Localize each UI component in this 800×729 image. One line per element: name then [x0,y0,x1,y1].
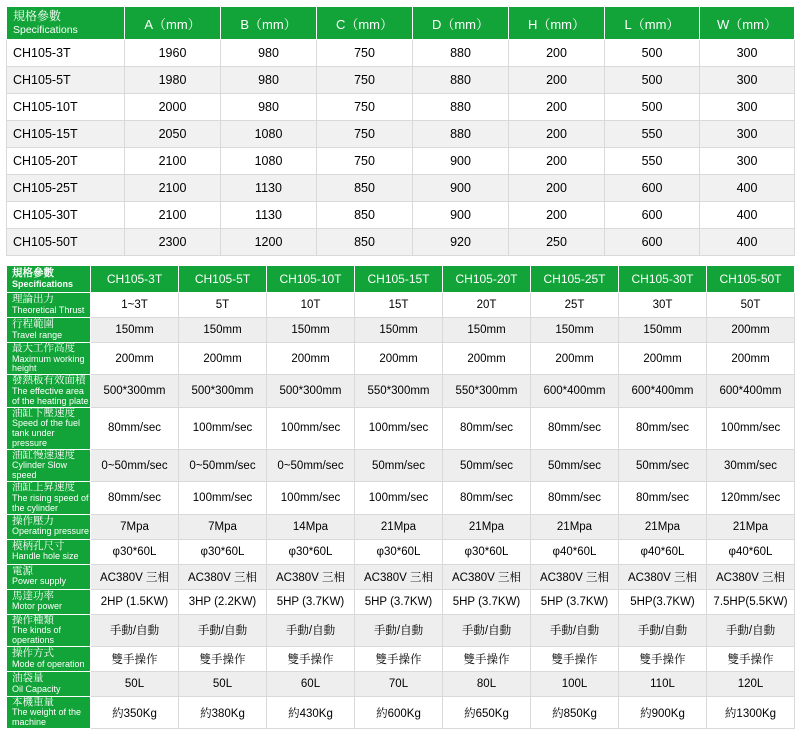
specs-cell: 約350Kg [91,696,179,728]
specs-cell: 100mm/sec [355,482,443,514]
specs-cell: 雙手操作 [619,646,707,671]
table-row [7,94,795,121]
specs-cell: φ30*60L [355,539,443,564]
dimensions-cell: 2100 [125,175,221,202]
specs-cell: 120L [707,671,795,696]
dimensions-table [6,6,795,256]
dimensions-header-h: H（mm） [509,7,605,40]
specs-cell: 21Mpa [619,514,707,539]
dimensions-cell: 200 [509,175,605,202]
specs-row-label-en: Handle hole size [12,551,79,562]
specs-row-label [7,449,91,481]
table-row [7,293,795,318]
specs-cell: 100L [531,671,619,696]
dimensions-cell: 880 [413,67,509,94]
specs-row-label [7,614,91,646]
specs-cell: 雙手操作 [267,646,355,671]
specs-cell: 100mm/sec [179,482,267,514]
dimensions-cell: 900 [413,148,509,175]
specs-cell: 雙手操作 [91,646,179,671]
dimensions-header-c: C（mm） [317,7,413,40]
dimensions-model-label: CH105-5T [7,67,125,94]
specs-cell: 0~50mm/sec [267,449,355,481]
specs-row-label-cn: 電源 [12,564,33,577]
specs-cell: 0~50mm/sec [91,449,179,481]
table-row [7,318,795,343]
specs-cell: 200mm [531,343,619,375]
specs-row-label [7,407,91,449]
table-row [7,229,795,256]
specs-cell: 約1300Kg [707,696,795,728]
specs-cell: 80mm/sec [91,407,179,449]
specs-row-label-en: Motor power [12,601,63,612]
specs-cell: 200mm [619,343,707,375]
specs-row-label-cn: 操作壓力 [12,514,54,527]
dimensions-model-label: CH105-10T [7,94,125,121]
specs-cell: AC380V 三相 [267,564,355,589]
dimensions-cell: 850 [317,202,413,229]
dimensions-cell: 980 [221,94,317,121]
specs-cell: 200mm [91,343,179,375]
specs-model-header: CH105-30T [619,266,707,293]
specs-cell: 15T [355,293,443,318]
dimensions-cell: 550 [605,148,700,175]
specs-cell: 150mm [355,318,443,343]
specs-corner-header-en: Specifications [12,278,74,289]
specs-cell: 30T [619,293,707,318]
specs-cell: 手動/自動 [707,614,795,646]
dimensions-model-label: CH105-3T [7,40,125,67]
specs-row-label-cn: 馬達功率 [12,589,54,602]
specs-cell: AC380V 三相 [707,564,795,589]
dimensions-cell: 1960 [125,40,221,67]
specs-cell: 550*300mm [355,375,443,407]
dimensions-corner-header [7,7,125,40]
specs-cell: 手動/自動 [619,614,707,646]
dimensions-cell: 850 [317,229,413,256]
specs-cell: 100mm/sec [267,407,355,449]
specs-row-label [7,318,91,343]
dimensions-cell: 880 [413,40,509,67]
specs-cell: AC380V 三相 [443,564,531,589]
dimensions-cell: 750 [317,148,413,175]
table-row [7,564,795,589]
dimensions-cell: 2100 [125,202,221,229]
specs-row-label-en: Power supply [12,576,67,587]
specs-row-label-en: Oil Capacity [12,683,61,694]
specs-cell: 500*300mm [267,375,355,407]
dimensions-cell: 920 [413,229,509,256]
dimensions-corner-header-cn: 規格參數 [13,9,62,24]
specs-cell: 50L [91,671,179,696]
dimensions-model-label: CH105-50T [7,229,125,256]
specs-model-header: CH105-25T [531,266,619,293]
specs-cell: 7Mpa [91,514,179,539]
dimensions-cell: 880 [413,121,509,148]
specs-model-header: CH105-50T [707,266,795,293]
specs-row-label [7,514,91,539]
dimensions-cell: 750 [317,40,413,67]
specs-cell: 21Mpa [443,514,531,539]
specs-cell: 150mm [619,318,707,343]
specs-cell: 10T [267,293,355,318]
specs-cell: AC380V 三相 [179,564,267,589]
specs-cell: 5HP(3.7KW) [619,589,707,614]
dimensions-model-label: CH105-20T [7,148,125,175]
specs-row-label [7,696,91,728]
specs-cell: AC380V 三相 [355,564,443,589]
dimensions-cell: 250 [509,229,605,256]
table-row [7,589,795,614]
specs-row-label-cn: 最大工作高度 [12,342,75,354]
specs-cell: 5HP (3.7KW) [443,589,531,614]
specs-cell: 約600Kg [355,696,443,728]
specs-cell: 1~3T [91,293,179,318]
dimensions-header-b: B（mm） [221,7,317,40]
specs-cell: 雙手操作 [355,646,443,671]
specs-row-label [7,589,91,614]
specs-cell: 80mm/sec [443,482,531,514]
table-row [7,202,795,229]
table-row [7,375,795,407]
table-row [7,671,795,696]
specs-cell: 雙手操作 [531,646,619,671]
specs-cell: φ30*60L [179,539,267,564]
specs-row-label-en: Maximum working height [12,353,85,374]
dimensions-cell: 400 [700,175,795,202]
specs-cell: φ40*60L [619,539,707,564]
table-row [7,40,795,67]
table-row [7,514,795,539]
specs-header-row [7,266,795,293]
specs-cell: 100mm/sec [179,407,267,449]
specs-cell: 約900Kg [619,696,707,728]
table-row [7,646,795,671]
specs-row-label-en: Theoretical Thrust [12,304,85,315]
specs-model-header: CH105-5T [179,266,267,293]
specs-cell: 500*300mm [91,375,179,407]
specs-cell: 80mm/sec [443,407,531,449]
dimensions-cell: 980 [221,67,317,94]
dimensions-cell: 750 [317,67,413,94]
dimensions-cell: 300 [700,40,795,67]
specs-cell: AC380V 三相 [91,564,179,589]
dimensions-model-label: CH105-15T [7,121,125,148]
specs-cell: 550*300mm [443,375,531,407]
dimensions-cell: 1200 [221,229,317,256]
specs-row-label [7,482,91,514]
specs-corner-header-cn: 規格參數 [12,267,54,280]
specs-row-label-en: Cylinder Slow speed [12,460,68,481]
specs-row-label-en: The kinds of operations [12,625,62,645]
specs-cell: 600*400mm [619,375,707,407]
specs-cell: 50mm/sec [531,449,619,481]
specs-cell: 5HP (3.7KW) [267,589,355,614]
dimensions-corner-header-en: Specifications [13,23,78,36]
specs-cell: 80mm/sec [91,482,179,514]
specs-cell: 120mm/sec [707,482,795,514]
specs-cell: 25T [531,293,619,318]
table-row [7,696,795,728]
dimensions-cell: 550 [605,121,700,148]
specs-cell: 手動/自動 [531,614,619,646]
specs-row-label [7,646,91,671]
table-row [7,449,795,481]
specs-cell: 5HP (3.7KW) [531,589,619,614]
table-row [7,343,795,375]
specs-row-label [7,375,91,407]
specs-row-label [7,671,91,696]
specs-cell: 150mm [179,318,267,343]
specs-cell: φ30*60L [443,539,531,564]
dimensions-cell: 750 [317,94,413,121]
specs-row-label-cn: 操作方式 [12,647,54,660]
specs-cell: 5HP (3.7KW) [355,589,443,614]
specs-cell: 50L [179,671,267,696]
dimensions-cell: 1080 [221,121,317,148]
table-row [7,175,795,202]
dimensions-header-l: L（mm） [605,7,700,40]
specs-cell: AC380V 三相 [531,564,619,589]
dimensions-cell: 900 [413,202,509,229]
specs-cell: 150mm [267,318,355,343]
specs-cell: 50mm/sec [355,449,443,481]
specs-cell: 手動/自動 [267,614,355,646]
dimensions-cell: 300 [700,121,795,148]
specs-cell: 200mm [707,343,795,375]
specs-cell: 100mm/sec [267,482,355,514]
specs-cell: φ40*60L [707,539,795,564]
specs-cell: 200mm [179,343,267,375]
specs-cell: 70L [355,671,443,696]
dimensions-header-a: A（mm） [125,7,221,40]
specs-cell: 600*400mm [531,375,619,407]
specs-row-label [7,293,91,318]
dimensions-cell: 300 [700,148,795,175]
specs-model-header: CH105-10T [267,266,355,293]
dimensions-header-w: W（mm） [700,7,795,40]
dimensions-cell: 1980 [125,67,221,94]
specs-cell: 150mm [91,318,179,343]
specs-row-label-en: Operating pressure [12,526,90,537]
table-row [7,539,795,564]
dimensions-cell: 880 [413,94,509,121]
dimensions-cell: 750 [317,121,413,148]
specs-cell: 雙手操作 [443,646,531,671]
dimensions-cell: 200 [509,40,605,67]
specs-cell: 150mm [443,318,531,343]
specs-cell: 500*300mm [179,375,267,407]
specs-cell: 約430Kg [267,696,355,728]
dimensions-cell: 1130 [221,202,317,229]
specs-cell: 110L [619,671,707,696]
dimensions-cell: 200 [509,148,605,175]
dimensions-cell: 200 [509,121,605,148]
specs-cell: 7.5HP(5.5KW) [707,589,795,614]
dimensions-cell: 500 [605,67,700,94]
dimensions-cell: 500 [605,94,700,121]
specs-cell: 21Mpa [707,514,795,539]
specs-cell: 約380Kg [179,696,267,728]
specs-cell: 50mm/sec [443,449,531,481]
specs-cell: 150mm [531,318,619,343]
dimensions-header-row [7,7,795,40]
dimensions-cell: 200 [509,67,605,94]
dimensions-cell: 600 [605,175,700,202]
specs-row-label-cn: 油缸下壓速度 [12,406,75,419]
specs-row-label-cn: 操作種類 [12,613,54,626]
table-row [7,121,795,148]
specs-cell: 100mm/sec [355,407,443,449]
dimensions-cell: 1130 [221,175,317,202]
dimensions-cell: 600 [605,202,700,229]
specs-cell: φ30*60L [91,539,179,564]
specs-row-label [7,539,91,564]
specs-cell: 雙手操作 [179,646,267,671]
dimensions-cell: 200 [509,202,605,229]
specs-cell: 21Mpa [531,514,619,539]
specs-cell: 14Mpa [267,514,355,539]
dimensions-header-d: D（mm） [413,7,509,40]
specs-row-label-cn: 本機重量 [12,695,54,708]
dimensions-cell: 1080 [221,148,317,175]
specs-cell: 3HP (2.2KW) [179,589,267,614]
dimensions-model-label: CH105-30T [7,202,125,229]
specs-cell: 200mm [267,343,355,375]
specs-row-label-en: Mode of operation [12,658,85,669]
specs-cell: 80mm/sec [619,407,707,449]
specs-cell: 手動/自動 [179,614,267,646]
specs-cell: 200mm [355,343,443,375]
table-row [7,482,795,514]
table-row [7,614,795,646]
specs-model-header: CH105-3T [91,266,179,293]
specs-cell: 200mm [443,343,531,375]
specs-cell: 5T [179,293,267,318]
specs-cell: 80mm/sec [619,482,707,514]
specs-row-label-en: Speed of the fuel tank under pressure [12,418,81,448]
dimensions-cell: 500 [605,40,700,67]
dimensions-cell: 400 [700,202,795,229]
specs-row-label-cn: 油缸慢速速度 [12,448,75,461]
dimensions-cell: 300 [700,94,795,121]
specs-row-label-en: The effective area of the heating plate [12,385,89,406]
dimensions-cell: 900 [413,175,509,202]
table-row [7,148,795,175]
specs-row-label-en: Travel range [12,329,63,340]
specs-cell: 200mm [707,318,795,343]
dimensions-cell: 2300 [125,229,221,256]
specs-cell: 80L [443,671,531,696]
specs-cell: φ30*60L [267,539,355,564]
dimensions-cell: 2000 [125,94,221,121]
specs-corner-header [7,266,91,293]
specs-cell: φ40*60L [531,539,619,564]
table-row [7,67,795,94]
specifications-table [6,265,795,729]
specs-cell: 600*400mm [707,375,795,407]
specs-cell: 50T [707,293,795,318]
specs-cell: 手動/自動 [355,614,443,646]
specs-cell: AC380V 三相 [619,564,707,589]
specs-row-label-cn: 油缸上昇速度 [12,481,75,494]
specs-row-label-en: The weight of the machine [12,707,82,728]
dimensions-cell: 850 [317,175,413,202]
specs-row-label-cn: 發熱板有效面積 [12,374,86,387]
dimensions-cell: 2050 [125,121,221,148]
specs-cell: 雙手操作 [707,646,795,671]
specs-cell: 20T [443,293,531,318]
dimensions-cell: 600 [605,229,700,256]
specs-cell: 手動/自動 [91,614,179,646]
specs-cell: 80mm/sec [531,407,619,449]
table-row [7,407,795,449]
dimensions-cell: 2100 [125,148,221,175]
dimensions-cell: 200 [509,94,605,121]
dimensions-model-label: CH105-25T [7,175,125,202]
specs-row-label [7,564,91,589]
specs-cell: 0~50mm/sec [179,449,267,481]
specs-cell: 100mm/sec [707,407,795,449]
specs-row-label [7,343,91,375]
specs-row-label-en: The rising speed of the cylinder [12,492,89,513]
specs-cell: 60L [267,671,355,696]
specs-row-label-cn: 理論出力 [12,293,54,306]
specs-cell: 約850Kg [531,696,619,728]
specs-cell: 80mm/sec [531,482,619,514]
dimensions-cell: 980 [221,40,317,67]
specs-model-header: CH105-15T [355,266,443,293]
specs-row-label-cn: 油袋量 [12,672,44,685]
specs-cell: 2HP (1.5KW) [91,589,179,614]
dimensions-cell: 400 [700,229,795,256]
specs-model-header: CH105-20T [443,266,531,293]
specs-row-label-cn: 行程範圍 [12,318,54,331]
specs-cell: 50mm/sec [619,449,707,481]
specs-row-label-cn: 模柄孔尺寸 [12,539,65,552]
specs-cell: 30mm/sec [707,449,795,481]
specs-cell: 約650Kg [443,696,531,728]
dimensions-cell: 300 [700,67,795,94]
specs-cell: 21Mpa [355,514,443,539]
specs-cell: 7Mpa [179,514,267,539]
specs-cell: 手動/自動 [443,614,531,646]
